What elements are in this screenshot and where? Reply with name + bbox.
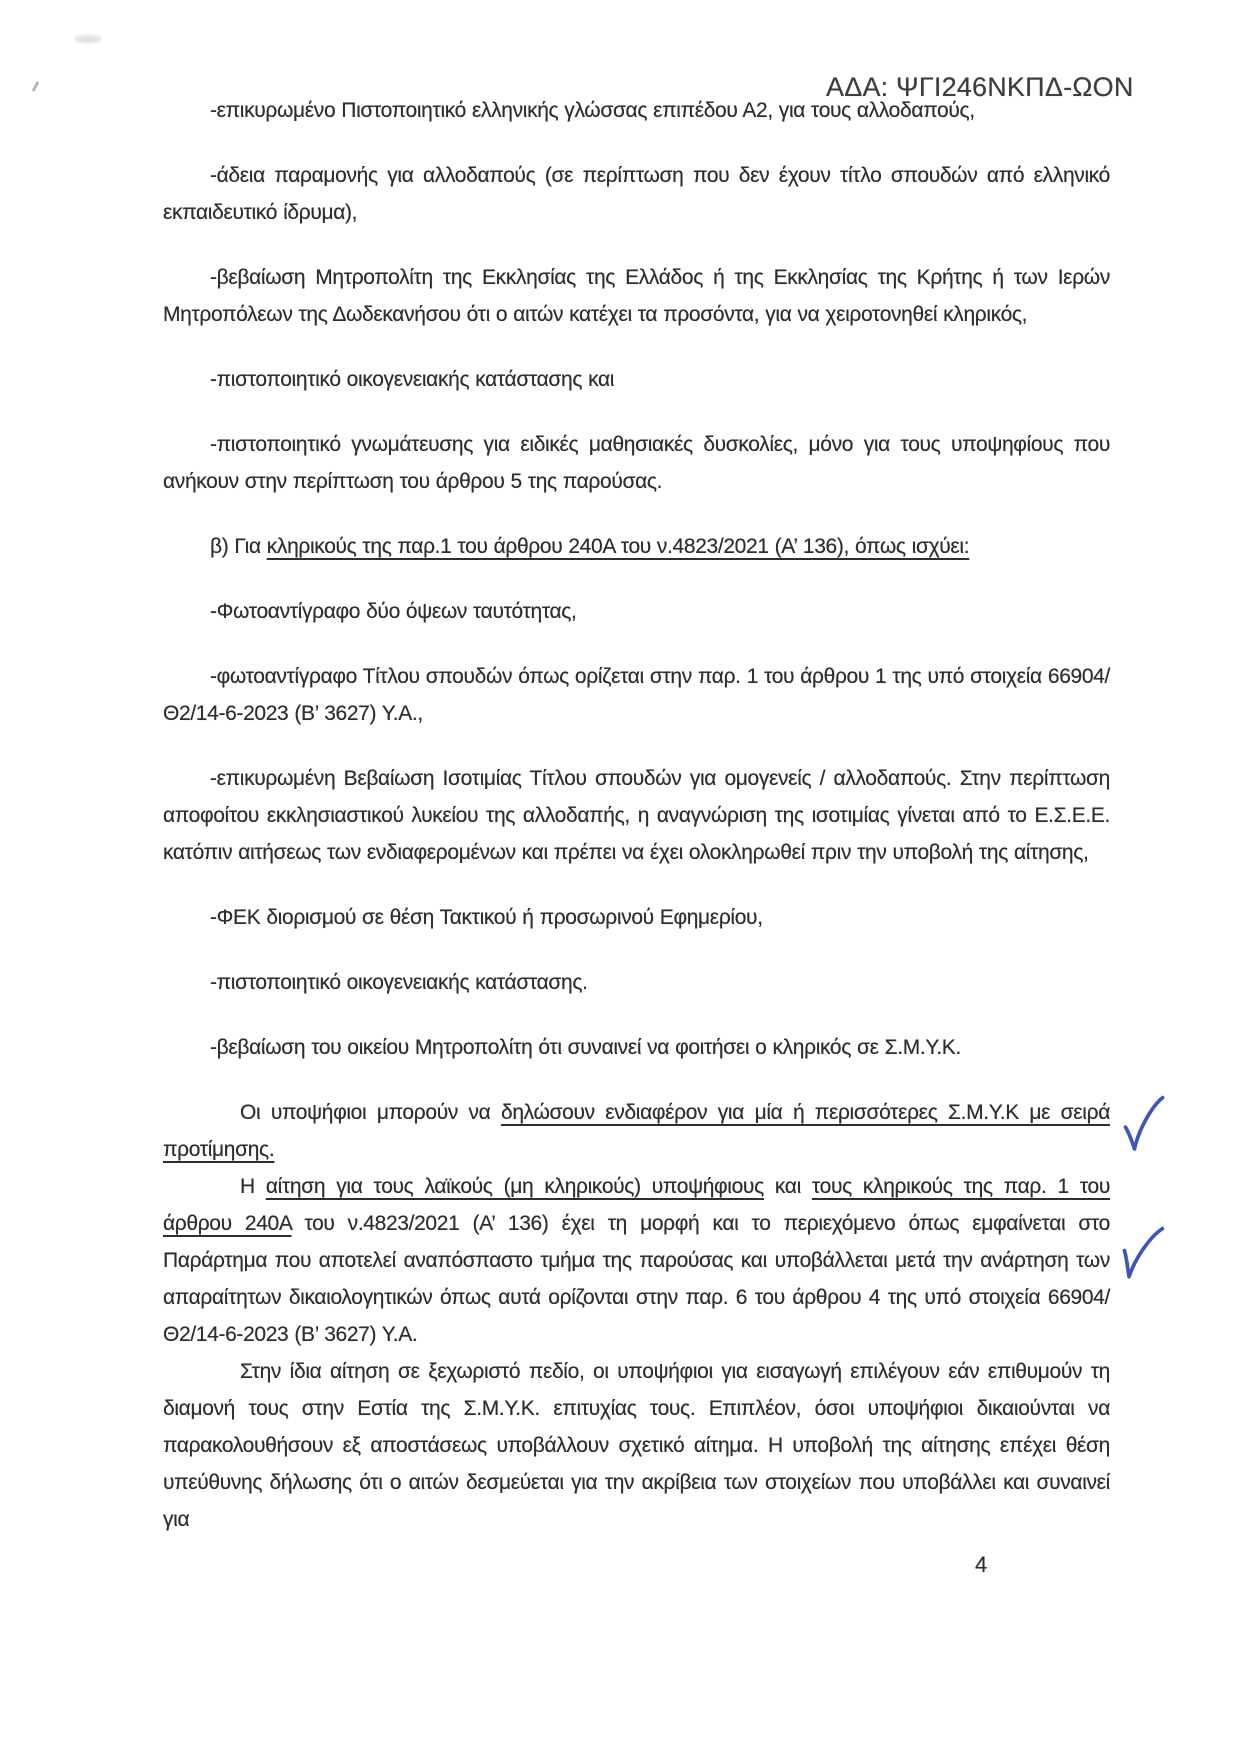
paragraph-connector: και <box>763 1175 812 1198</box>
list-item-fek-appointment <box>163 899 1110 936</box>
list-item-text: -φωτοαντίγραφο Τίτλου σπουδών όπως ορίζεται στην παρ. 1 του άρθρου 1 της υπό στοιχεία 66904/Θ2/14-6-2023 (Β’ 3627) Υ.Α., <box>163 665 1110 725</box>
paragraph-prefix: Η <box>240 1175 266 1198</box>
paragraph-application-form <box>163 1168 1110 1353</box>
paragraph-rest: του ν.4823/2021 (Α’ 136) έχει τη μορφή και το περιεχόμενο όπως εμφαίνεται στο Παράρτημα που αποτελεί αναπόσπαστο τμήμα της παρούσας και υποβάλλεται μετά την ανάρτηση των απαραίτητων δικαιολογητικών όπως αυτά ορίζονται στην παρ. 6 του άρθρου 4 της υπό στοιχεία 66904/Θ2/14-6-2023 (Β’ 3627) Υ.Α. <box>163 1212 1110 1346</box>
list-item-text: -επικυρωμένη Βεβαίωση Ισοτιμίας Τίτλου σπουδών για ομογενείς / αλλοδαπούς. Στην περίπτωση αποφοίτου εκκλησιαστικού λυκείου της αλλοδαπής, η αναγνώριση της ισοτιμίας γίνεται από το Ε.Σ.Ε.Ε. κατόπιν αιτήσεως των ενδιαφερομένων και πρέπει να έχει ολοκληρωθεί πριν την υποβολή της αίτησης, <box>163 767 1110 864</box>
page-number: 4 <box>975 1552 988 1577</box>
section-b-heading <box>163 528 1110 565</box>
list-item-learning-difficulties-certificate <box>163 426 1110 500</box>
paragraph-prefix: Οι υποψήφιοι μπορούν να <box>240 1101 501 1124</box>
handwritten-checkmark-icon <box>1116 1092 1172 1157</box>
list-item-text: -πιστοποιητικό γνωμάτευσης για ειδικές μαθησιακές δυσκολίες, μόνο για τους υποψηφίους που ανήκουν στην περίπτωση του άρθρου 5 της παρούσας. <box>163 433 1110 493</box>
list-item-degree-photocopy <box>163 658 1110 732</box>
section-b-prefix: β) Για <box>210 535 267 558</box>
scan-artifact-smudge <box>74 35 102 43</box>
list-item-id-photocopy <box>163 593 1110 630</box>
scan-artifact-speck <box>32 81 40 92</box>
handwritten-checkmark-icon <box>1115 1221 1169 1285</box>
list-item-family-status-certificate-2 <box>163 964 1110 1001</box>
list-item-text: -βεβαίωση Μητροπολίτη της Εκκλησίας της Ελλάδος ή της Εκκλησίας της Κρήτης ή των Ιερών Μητροπόλεων της Δωδεκανήσου ότι ο αιτών κατέχει τα προσόντα, για να χειροτονηθεί κληρικός, <box>163 266 1110 326</box>
list-item-equivalence-attestation <box>163 760 1110 871</box>
ada-code: ΑΔΑ: ΨΓΙ246ΝΚΠΔ-ΩΟΝ <box>826 72 1134 102</box>
paragraph-underlined-phrase: δηλώσουν ενδιαφέρον για μία ή περισσότερες Σ.Μ.Υ.Κ με σειρά προτίμησης. <box>163 1101 1110 1161</box>
paragraph-preference-order <box>163 1094 1110 1168</box>
list-item-text: -επικυρωμένο Πιστοποιητικό ελληνικής γλώσσας επιπέδου Α2, για τους αλλοδαπούς, <box>210 99 975 122</box>
list-item-text: -βεβαίωση του οικείου Μητροπολίτη ότι συναινεί να φοιτήσει ο κληρικός σε Σ.Μ.Υ.Κ. <box>210 1036 961 1059</box>
list-item-certified-greek-language-certificate <box>163 92 1110 129</box>
list-item-text: -ΦΕΚ διορισμού σε θέση Τακτικού ή προσωρινού Εφημερίου, <box>210 906 763 929</box>
underlined-clerics-phrase: τους κληρικούς της παρ. 1 του άρθρου 240Α <box>163 1175 1110 1235</box>
list-item-text: -πιστοποιητικό οικογενειακής κατάστασης. <box>210 971 588 994</box>
paragraph-dormitory-and-declaration <box>163 1353 1110 1538</box>
list-item-family-status-certificate <box>163 361 1110 398</box>
paragraph-text: Στην ίδια αίτηση σε ξεχωριστό πεδίο, οι υποψήφιοι για εισαγωγή επιλέγουν εάν επιθυμούν τη διαμονή τους στην Εστία της Σ.Μ.Υ.Κ. επιτυχίας τους. Επιπλέον, όσοι υποψήφιοι δικαιούνται να παρακολουθήσουν εξ αποστάσεως υποβάλλουν σχετικό αίτημα. Η υποβολή της αίτησης επέχει θέση υπεύθυνης δήλωσης ότι ο αιτών δεσμεύεται για την ακρίβεια των στοιχείων που υποβάλλει και συναινεί για <box>163 1360 1110 1531</box>
underlined-lay-candidates-phrase: αίτηση για τους λαϊκούς (μη κληρικούς) υποψήφιους <box>265 1175 764 1198</box>
list-item-metropolitan-consent <box>163 1029 1110 1066</box>
list-item-text: -άδεια παραμονής για αλλοδαπούς (σε περίπτωση που δεν έχουν τίτλο σπουδών από ελληνικό εκπαιδευτικό ίδρυμα), <box>163 164 1110 224</box>
document-body <box>163 92 1110 1538</box>
list-item-text: -Φωτοαντίγραφο δύο όψεων ταυτότητας, <box>210 600 577 623</box>
list-item-text: -πιστοποιητικό οικογενειακής κατάστασης και <box>210 368 615 391</box>
section-b-underlined-phrase: κληρικούς της παρ.1 του άρθρου 240Α του ν.4823/2021 (Α’ 136), όπως ισχύει: <box>266 535 970 558</box>
list-item-metropolitan-attestation <box>163 259 1110 333</box>
list-item-residence-permit <box>163 157 1110 231</box>
